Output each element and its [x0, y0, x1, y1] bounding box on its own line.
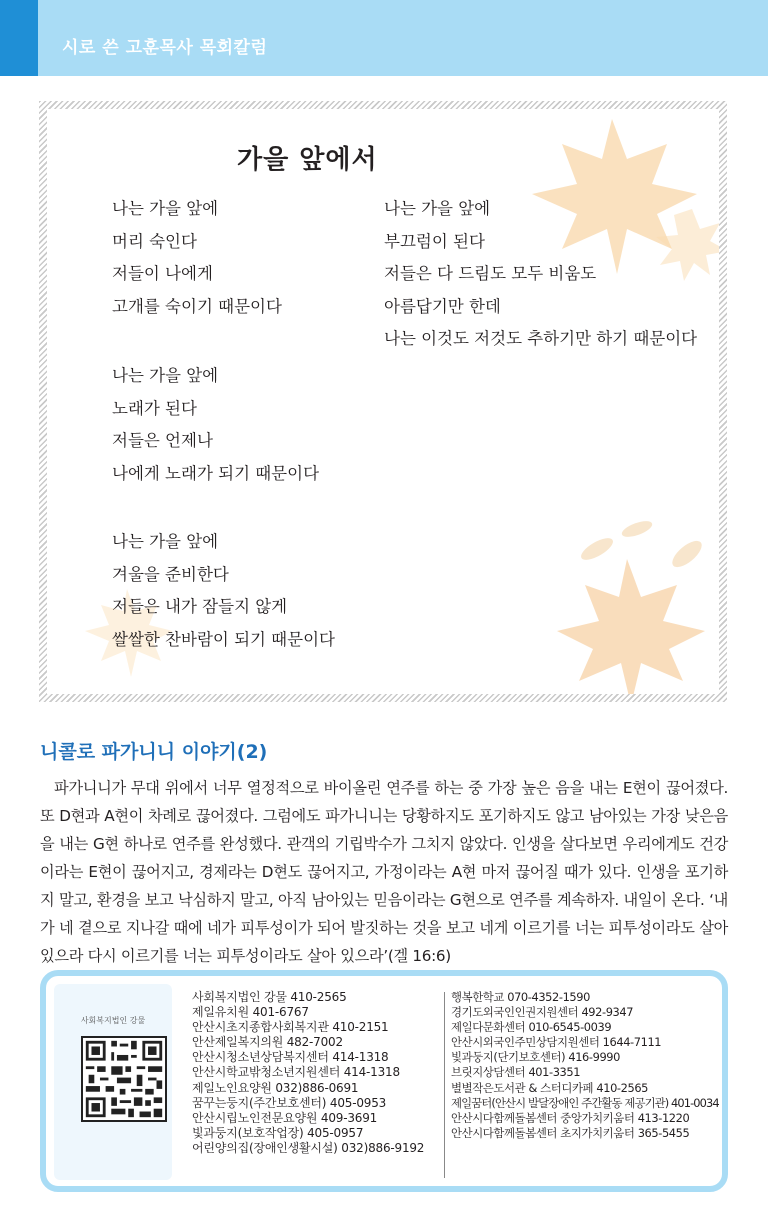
poem-line: 저들은 다 드림도 모두 비움도 — [384, 264, 597, 283]
directory-entry: 안산제일복지의원 482-7002 — [192, 1035, 343, 1050]
poem-stanza-3 — [112, 526, 335, 656]
poem-stanza-4 — [384, 193, 697, 356]
poem-line: 머리 숙인다 — [112, 231, 197, 251]
poem-line: 나에게 노래가 되기 때문이다 — [112, 463, 320, 483]
poem-stanza-1 — [112, 193, 282, 323]
directory-entry: 빛과둥지(보호작업장) 405-0957 — [192, 1125, 364, 1140]
poem-panel — [47, 109, 719, 694]
column-series-title: 시로 쓴 고훈목사 목회칼럼 — [62, 38, 268, 58]
contact-directory-box — [40, 970, 728, 1192]
poem-line: 저들이 나에게 — [112, 264, 213, 283]
directory-entry: 브릿지상담센터 401-3351 — [451, 1065, 581, 1080]
poem-line: 아름답기만 한데 — [384, 296, 501, 316]
poem-line: 쌀쌀한 찬바람이 되기 때문이다 — [112, 629, 335, 649]
poem-title: 가을 앞에서 — [237, 145, 378, 175]
poem-line: 나는 가을 앞에 — [112, 366, 219, 385]
poem-stanza-2 — [112, 360, 319, 490]
directory-column-left — [192, 990, 424, 1156]
poem-line: 나는 가을 앞에 — [112, 199, 219, 218]
directory-entry: 빛과둥지(단기보호센터) 416-9990 — [451, 1050, 620, 1065]
article-body: 파가니니가 무대 위에서 너무 열정적으로 바이올린 연주를 하는 중 가장 높은 음을 내는 E현이 끊어졌다. 또 D현과 A현이 차례로 끊어졌다. 그럼에도 파가니니는 당황하지도 포기하지도 않고 남아있는 가장 낮은음을 내는 G현 하나로 연주를 완성했다. 관객의 기립박수가 그치지 않았다. 인생을 살다보면 우리에게도 건강이라는 E현이 끊어지고, 경제라는 D현도 끊어지고, 가정이라는 A현 마저 끊어질 때가 있다. 인생을 포기하지 말고, 환경을 보고 낙심하지 말고, 아직 남아있는 믿음이라는 G현으로 연주를 계속하자. 내일이 온다. ‘내가 네 곁으로 지나갈 때에 네가 피투성이가 되어 발짓하는 것을 보고 네게 이르기를 너는 피투성이라도 살아 있으라 다시 이르기를 너는 피투성이라도 살아 있으라’(겔 16:6) — [40, 779, 728, 965]
qr-panel — [54, 984, 172, 1180]
directory-entry: 경기도외국인인권지원센터 492-9347 — [451, 1005, 634, 1020]
directory-entry: 안산시외국인주민상담지원센터 1644-7111 — [451, 1035, 662, 1050]
directory-entry: 어린양의집(장애인생활시설) 032)886-9192 — [192, 1140, 425, 1155]
directory-entry: 별별작은도서관 & 스터디카페 410-2565 — [451, 1080, 649, 1095]
directory-entry: 제일노인요양원 032)886-0691 — [192, 1080, 359, 1095]
directory-entry: 안산시초지종합사회복지관 410-2151 — [192, 1020, 389, 1035]
poem-frame — [39, 101, 727, 702]
directory-entry: 행복한학교 070-4352-1590 — [451, 990, 590, 1004]
directory-entry: 안산시청소년상담복지센터 414-1318 — [192, 1050, 389, 1065]
directory-entry: 제일꿈터(안산시 발달장애인 주간활동 제공기관) 401-0034 — [451, 1095, 719, 1110]
poem-line: 고개를 숙이기 때문이다 — [112, 296, 282, 316]
qr-code-icon[interactable] — [81, 1036, 167, 1122]
article-title: 니콜로 파가니니 이야기(2) — [40, 741, 268, 763]
directory-column-right — [451, 990, 719, 1141]
poem-line: 겨울을 준비한다 — [112, 564, 229, 584]
qr-caption: 사회복지법인 강물 — [80, 1016, 146, 1025]
directory-entry: 안산시다함께돌봄센터 중앙가치키움터 413-1220 — [451, 1110, 690, 1125]
poem-line: 저들은 언제나 — [112, 431, 213, 450]
directory-entry: 꿈꾸는둥지(주간보호센터) 405-0953 — [192, 1095, 387, 1110]
directory-divider — [444, 992, 445, 1178]
poem-line: 나는 가을 앞에 — [384, 199, 491, 218]
directory-entry: 안산시다함께돌봄센터 초지가치키움터 365-5455 — [451, 1125, 690, 1140]
maple-leaf-icon — [517, 549, 719, 694]
poem-line: 나는 이것도 저것도 추하기만 하기 때문이다 — [384, 329, 698, 348]
header-accent-block — [0, 0, 38, 76]
directory-entry: 안산시립노인전문요양원 409-3691 — [192, 1110, 378, 1125]
directory-entry: 제일유치원 401-6767 — [192, 1005, 309, 1020]
directory-entry: 사회복지법인 강물 410-2565 — [192, 990, 347, 1004]
directory-entry: 안산시학교밖청소년지원센터 414-1318 — [192, 1065, 400, 1080]
poem-line: 부끄럼이 된다 — [384, 231, 485, 251]
poem-line: 나는 가을 앞에 — [112, 532, 219, 551]
poem-line: 노래가 된다 — [112, 398, 197, 418]
directory-entry: 제일다문화센터 010-6545-0039 — [451, 1020, 612, 1035]
poem-line: 저들은 내가 잠들지 않게 — [112, 597, 288, 616]
